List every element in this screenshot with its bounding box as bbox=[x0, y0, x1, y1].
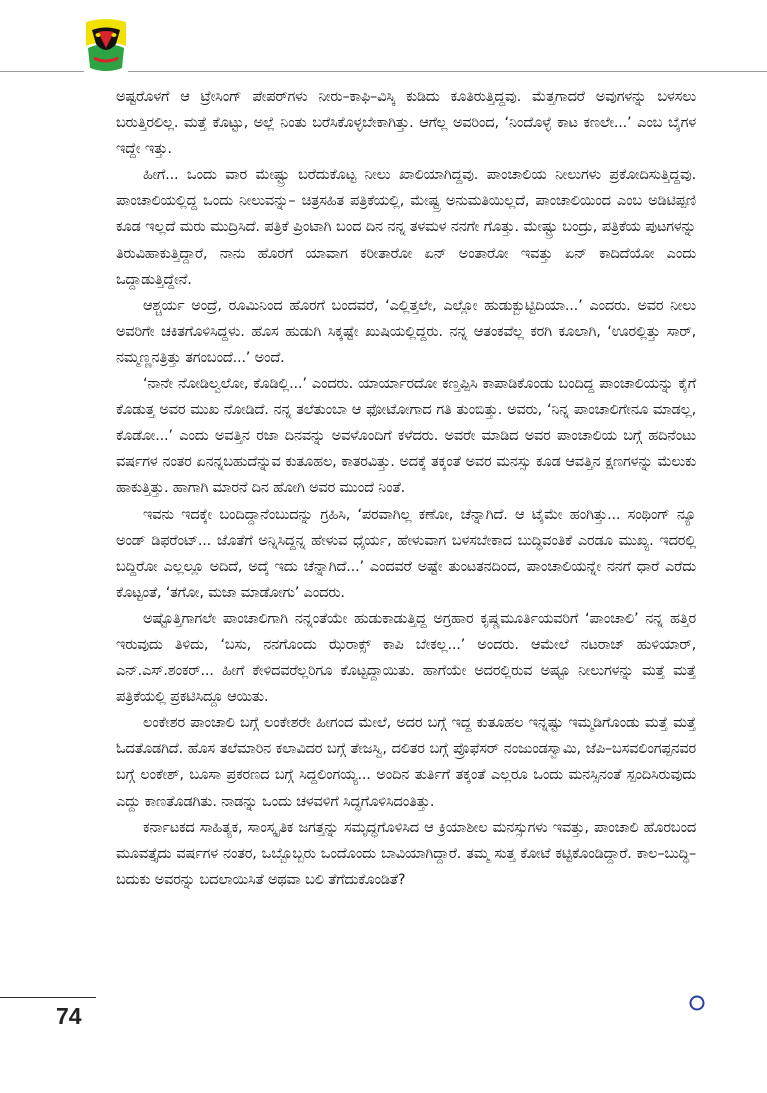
article-paragraph: ಲಂಕೇಶರ ಪಾಂಚಾಲಿ ಬಗ್ಗೆ ಲಂಕೇಶರೇ ಹೀಗಂದ ಮೇಲೆ, ಅದರ ಬಗ್ಗೆ ಇದ್ದ ಕುತೂಹಲ ಇನ್ನಷ್ಟು ಇಮ್ಮಡಿಗೊಂಡು ಮತ್ತೆ ಮತ್ತೆ ಓದತೊಡಗಿದೆ. ಹೊಸ ತಲೆಮಾರಿನ ಕಲಾವಿದರ ಬಗ್ಗೆ ತೇಜಸ್ವಿ, ದಲಿತರ ಬಗ್ಗೆ ಪ್ರೊಫೆಸರ್ ನಂಜುಂಡಸ್ವಾಮಿ, ಜೆಪಿ–ಬಸವಲಿಂಗಪ್ಪನವರ ಬಗ್ಗೆ ಲಂಕೇಶ್, ಬೂಸಾ ಪ್ರಕರಣದ ಬಗ್ಗೆ ಸಿದ್ದಲಿಂಗಯ್ಯ... ಅಂದಿನ ತುರ್ತಿಗೆ ತಕ್ಕಂತೆ ಎಲ್ಲರೂ ಒಂದು ಮನಸ್ಸಿನಂತೆ ಸ್ಪಂದಿಸಿರುವುದು ಎದ್ದು ಕಾಣತೊಡಗಿತು. ನಾಡನ್ನು ಒಂದು ಚಳವಳಿಗೆ ಸಿದ್ಧಗೊಳಿಸಿದಂತಿತ್ತು. bbox=[116, 715, 696, 810]
footer-rule bbox=[0, 997, 96, 998]
article-paragraph: ಆಶ್ಚರ್ಯ ಅಂದ್ರೆ, ರೂಮಿನಿಂದ ಹೊರಗೆ ಬಂದವರೆ, ‘ಎಲ್ಲಿತ್ತಲೇ, ಎಲ್ಲೋ ಹುಡುಕ್ಬುಟ್ಟಿದಿಯಾ...’ ಎಂದರು. ಅವರ ನೀಲು ಅವರಿಗೇ ಚಕಿತಗೊಳಿಸಿದ್ದಳು. ಹೊಸ ಹುಡುಗಿ ಸಿಕ್ಕಷ್ಟೇ ಖುಷಿಯಲ್ಲಿದ್ದರು. ನನ್ನ ಆತಂಕವೆಲ್ಲ ಕರಗಿ ಕೂಲಾಗಿ, ‘ಊರಲ್ಲಿತ್ತು ಸಾರ್, ನಮ್ಮಣ್ಣನತ್ರಿತ್ತು ತಗಂಬಂದೆ...’ ಅಂದೆ. bbox=[116, 297, 696, 366]
article-paragraph: ಅಷ್ಟರೊಳಗೆ ಆ ಟ್ರೇಸಿಂಗ್ ಪೇಪರ್‌ಗಳು ನೀರು–ಕಾಫಿ–ವಿಸ್ಕಿ ಕುಡಿದು ಕೂತಿರುತ್ತಿದ್ದವು. ಮೆತ್ತಗಾದರೆ ಅವುಗಳನ್ನು ಬಳಸಲು ಬರುತ್ತಿರಲಿಲ್ಲ. ಮತ್ತೆ ಕೊಟ್ಟು, ಅಲ್ಲೆ ನಿಂತು ಬರೆಸಿಕೊಳ್ಳಬೇಕಾಗಿತ್ತು. ಆಗೆಲ್ಲ ಅವರಿಂದ, ‘ನಿಂದೊಳ್ಳೆ ಕಾಟ ಕಣಲೇ...’ ಎಂಬ ಬೈಗಳ ಇದ್ದೇ ಇತ್ತು. bbox=[116, 89, 696, 158]
article-paragraph: ಕರ್ನಾಟಕದ ಸಾಹಿತ್ಯಕ, ಸಾಂಸ್ಕೃತಿಕ ಜಗತ್ತನ್ನು ಸಮೃದ್ಧಗೊಳಿಸಿದ ಆ ಕ್ರಿಯಾಶೀಲ ಮನಸ್ಸುಗಳು ಇವತ್ತು, ಪಾಂಚಾಲಿ ಹೊರಬಂದ ಮೂವತ್ತೈದು ವರ್ಷಗಳ ನಂತರ, ಒಬ್ಬೊಬ್ಬರು ಒಂದೊಂದು ಬಾವಿಯಾಗಿದ್ದಾರೆ. ತಮ್ಮ ಸುತ್ತ ಕೋಟೆ ಕಟ್ಟಿಕೊಂಡಿದ್ದಾರೆ. ಕಾಲ–ಬುದ್ಧಿ–ಬದುಕು ಅವರನ್ನು ಬದಲಾಯಿಸಿತೆ ಅಥವಾ ಬಲಿ ತೆಗೆದುಕೊಂಡಿತೆ? bbox=[116, 819, 696, 888]
circle-outline-icon bbox=[688, 994, 706, 1012]
article-paragraph: ಅಷ್ಟೊತ್ತಿಗಾಗಲೇ ಪಾಂಚಾಲಿಗಾಗಿ ನನ್ನಂತೆಯೇ ಹುಡುಕಾಡುತ್ತಿದ್ದ ಅಗ್ರಹಾರ ಕೃಷ್ಣಮೂರ್ತಿಯವರಿಗೆ ‘ಪಾಂಚಾಲಿ’ ನನ್ನ ಹತ್ತಿರ ಇರುವುದು ತಿಳಿದು, ‘ಬಸು, ನನಗೊಂದು ಝೆರಾಕ್ಸ್ ಕಾಪಿ ಬೇಕಲ್ಲ...’ ಅಂದರು. ಆಮೇಲೆ ನಟರಾಜ್ ಹುಳಿಯಾರ್, ಎನ್.ಎಸ್.ಶಂಕರ್... ಹೀಗೆ ಕೇಳಿದವರೆಲ್ಲರಿಗೂ ಕೊಟ್ಟದ್ದಾಯಿತು. ಹಾಗೆಯೇ ಅದರಲ್ಲಿರುವ ಅಷ್ಟೂ ನೀಲುಗಳನ್ನು ಮತ್ತೆ ಮತ್ತೆ ಪತ್ರಿಕೆಯಲ್ಲಿ ಪ್ರಕಟಿಸಿದ್ದೂ ಆಯಿತು. bbox=[116, 610, 696, 706]
theatre-mask-logo-icon bbox=[84, 18, 128, 72]
article-paragraph: ಇವನು ಇದಕ್ಕೇ ಬಂದಿದ್ದಾನೆಂಬುದನ್ನು ಗ್ರಹಿಸಿ, ‘ಪರವಾಗಿಲ್ಲ ಕಣೋ, ಚೆನ್ನಾಗಿದೆ. ಆ ಟೈಮೇ ಹಂಗಿತ್ತು... ಸಂಥಿಂಗ್ ನ್ಯೂ ಅಂಡ್ ಡಿಫರೆಂಟ್... ಜೊತೆಗೆ ಅನ್ನಿಸಿದ್ದನ್ನ ಹೇಳುವ ಧೈರ್ಯ, ಹೇಳುವಾಗ ಬಳಸಬೇಕಾದ ಬುದ್ಧಿವಂತಿಕೆ ಎರಡೂ ಮುಖ್ಯ. ಇದರಲ್ಲಿ ಬದ್ದಿರೋ ಎಲ್ಲಲ್ಲೂ ಅದಿದೆ, ಅದ್ಕೆ ಇದು ಚೆನ್ನಾಗಿದೆ...’ ಎಂದವರೆ ಅಷ್ಟೇ ತುಂಟತನದಿಂದ, ಪಾಂಚಾಲಿಯನ್ನೇ ನನಗೆ ಧಾರೆ ಎರೆದು ಕೊಟ್ಟಂತೆ, ‘ತಗೋ, ಮಜಾ ಮಾಡೋಗು’ ಎಂದರು. bbox=[116, 506, 696, 601]
article-paragraph: ಹೀಗೆ... ಒಂದು ವಾರ ಮೇಷ್ಟ್ರು ಬರೆದುಕೊಟ್ಟ ನೀಲು ಖಾಲಿಯಾಗಿದ್ದವು. ಪಾಂಚಾಲಿಯ ನೀಲುಗಳು ಪ್ರಕೋದಿಸುತ್ತಿದ್ದವು. ಪಾಂಚಾಲಿಯಲ್ಲಿದ್ದ ಒಂದು ನೀಲುವನ್ನು– ಚಿತ್ರಸಹಿತ ಪತ್ರಿಕೆಯಲ್ಲಿ, ಮೇಷ್ಟ್ರ ಅನುಮತಿಯಿಲ್ಲದೆ, ಪಾಂಚಾಲಿಯಿಂದ ಎಂಬ ಅಡಿಟಿಪ್ಪಣಿ ಕೂಡ ಇಲ್ಲದೆ ಮರು ಮುದ್ರಿಸಿದೆ. ಪತ್ರಿಕೆ ಪ್ರಿಂಟಾಗಿ ಬಂದ ದಿನ ನನ್ನ ತಳಮಳ ನನಗೇ ಗೊತ್ತು. ಮೇಷ್ಟ್ರು ಬಂದ್ರು, ಪತ್ರಿಕೆಯ ಪುಟಗಳನ್ನು ತಿರುವಿಹಾಕುತ್ತಿದ್ದಾರೆ, ನಾನು ಹೊರಗೆ ಯಾವಾಗ ಕರೀತಾರೋ ಏನ್ ಅಂತಾರೋ ಇವತ್ತು ಏನ್ ಕಾದಿದೆಯೋ ಎಂದು ಒದ್ದಾಡುತ್ತಿದ್ದೇನೆ. bbox=[116, 167, 696, 288]
page-number: 74 bbox=[56, 1003, 82, 1029]
article-body bbox=[116, 84, 696, 893]
article-paragraph: ‘ನಾನೇ ನೋಡಿಲ್ವಲೋ, ಕೊಡಿಲ್ಲಿ...’ ಎಂದರು. ಯಾರ್ಯಾರದೋ ಕಣ್ತಪ್ಪಿಸಿ ಕಾಪಾಡಿಕೊಂಡು ಬಂದಿದ್ದ ಪಾಂಚಾಲಿಯನ್ನು ಕೈಗೆ ಕೊಡುತ್ತ ಅವರ ಮುಖ ನೋಡಿದೆ. ನನ್ನ ತಲೆತುಂಬಾ ಆ ಫೋಟೋಗಾದ ಗತಿ ತುಂಬಿತ್ತು. ಅವರು, ‘ನಿನ್ನ ಪಾಂಚಾಲಿಗೇನೂ ಮಾಡಲ್ಲ, ಕೊಡೋ...’ ಎಂದು ಅವತ್ತಿನ ರಜಾ ದಿನವನ್ನು ಅವಳೊಂದಿಗೆ ಕಳೆದರು. ಅವರೇ ಮಾಡಿದ ಅವರ ಪಾಂಚಾಲಿಯ ಬಗ್ಗೆ ಹದಿನೆಂಟು ವರ್ಷಗಳ ನಂತರ ಏನನ್ನಬಹುದೆನ್ನುವ ಕುತೂಹಲ, ಕಾತರವಿತ್ತು. ಅದಕ್ಕೆ ತಕ್ಕಂತೆ ಅವರ ಮನಸ್ಸು ಕೂಡ ಆವತ್ತಿನ ಕ್ಷಣಗಳನ್ನು ಮೆಲುಕು ಹಾಕುತ್ತಿತ್ತು. ಹಾಗಾಗಿ ಮಾರನೆ ದಿನ ಹೋಗಿ ಅವರ ಮುಂದೆ ನಿಂತೆ. bbox=[116, 376, 696, 497]
